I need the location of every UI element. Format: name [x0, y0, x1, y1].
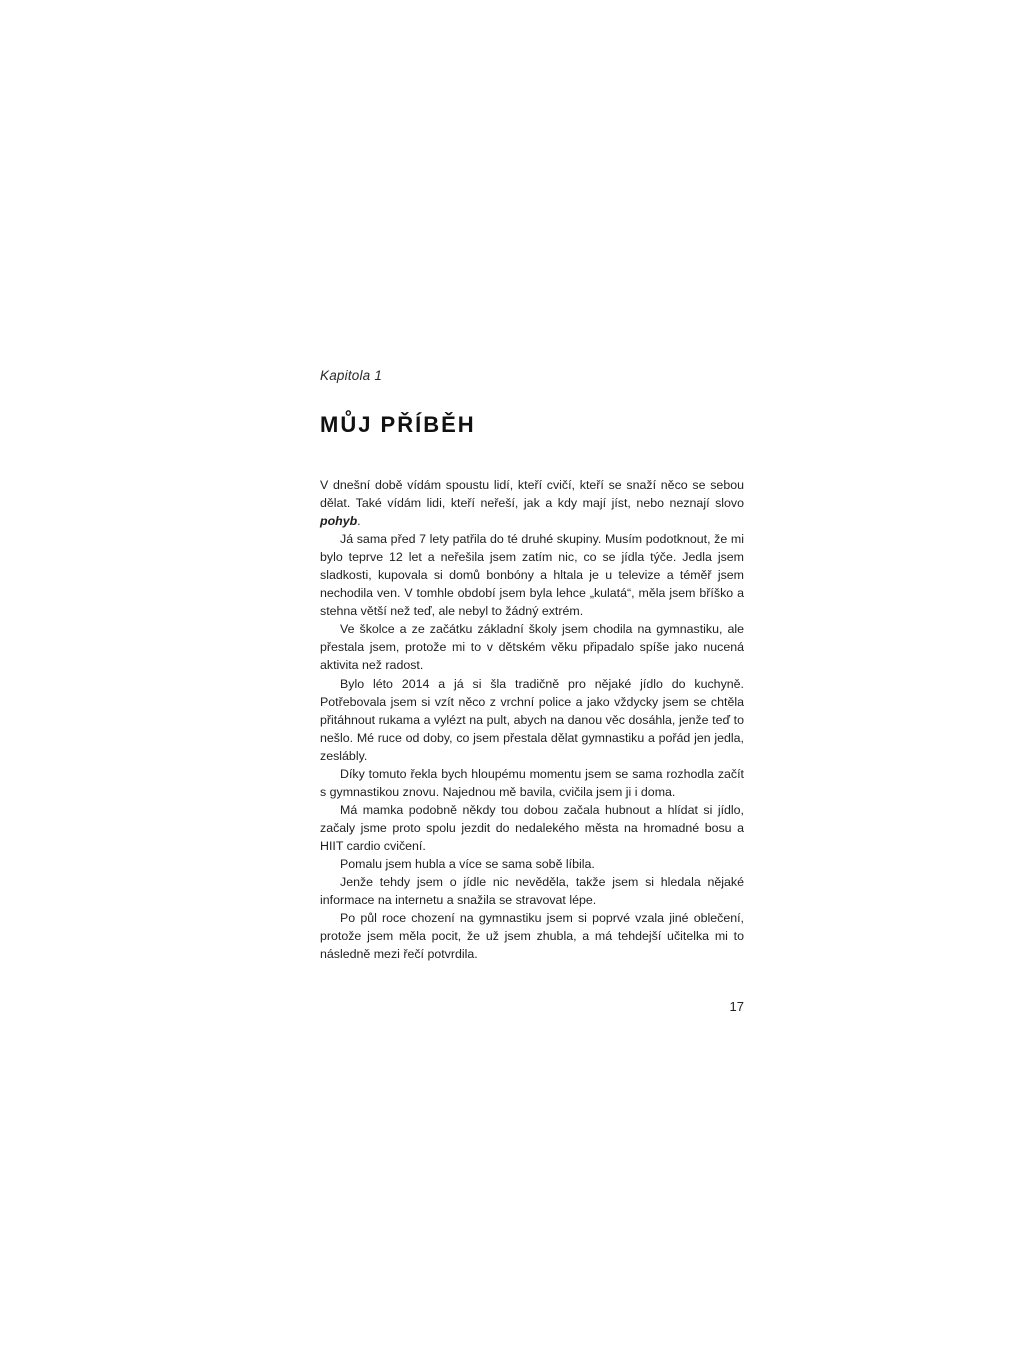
paragraph: Má mamka podobně někdy tou dobou začala hubnout a hlídat si jídlo, začaly jsme proto spolu jezdit do nedalekého města na hromadné bosu a HIIT cardio cvičení.: [320, 802, 744, 853]
paragraph: Bylo léto 2014 a já si šla tradičně pro nějaké jídlo do kuchyně. Potřebovala jsem si vzít něco z vrchní police a jako vždycky jsem se chtěla přitáhnout rukama a vylézt na pult, abych na danou věc dosáhla, jenže teď to nešlo. Mé ruce od doby, co jsem přestala dělat gymnastiku a pořád jen jedla, zeslábly.: [320, 676, 744, 763]
paragraph-text: .: [357, 514, 361, 529]
paragraph: Ve školce a ze začátku základní školy jsem chodila na gymnastiku, ale přestala jsem, protože mi to v dětském věku připadalo spíše jako nucená aktivita než radost.: [320, 622, 744, 673]
emphasized-word: pohyb: [320, 514, 358, 529]
chapter-title: MŮJ PŘÍBĚH: [320, 412, 476, 437]
paragraph: [320, 476, 744, 530]
chapter-label: Kapitola 1: [320, 368, 383, 383]
paragraph: Pomalu jsem hubla a více se sama sobě líbila.: [340, 856, 595, 871]
paragraph: Po půl roce chození na gymnastiku jsem si poprvé vzala jiné oblečení, protože jsem měla pocit, že už jsem zhubla, a má tehdejší učitelka mi to následně mezi řečí potvrdila.: [320, 911, 744, 962]
page-number: 17: [729, 999, 744, 1014]
paragraph: Já sama před 7 lety patřila do té druhé skupiny. Musím podotknout, že mi bylo teprve 12 let a neřešila jsem zatím nic, co se jídla týče. Jedla jsem sladkosti, kupovala si domů bonbóny a hltala je u televize a téměř jsem nechodila ven. V tomhle období jsem byla lehce „kulatá“, měla jsem bříško a stehna větší než teď, ale nebyl to žádný extrém.: [320, 532, 744, 619]
paragraph-text: V dnešní době vídám spoustu lidí, kteří cvičí, kteří se snaží něco se sebou dělat. Také vídám lidi, kteří neřeší, jak a kdy mají jíst, nebo neznají slovo: [320, 478, 744, 511]
paragraph: Jenže tehdy jsem o jídle nic nevěděla, takže jsem si hledala nějaké informace na internetu a snažila se stravovat lépe.: [320, 875, 744, 908]
paragraph: Díky tomuto řekla bych hloupému momentu jsem se sama rozhodla začít s gymnastikou znovu. Najednou mě bavila, cvičila jsem ji i doma.: [320, 766, 744, 799]
body-text: [320, 476, 744, 963]
